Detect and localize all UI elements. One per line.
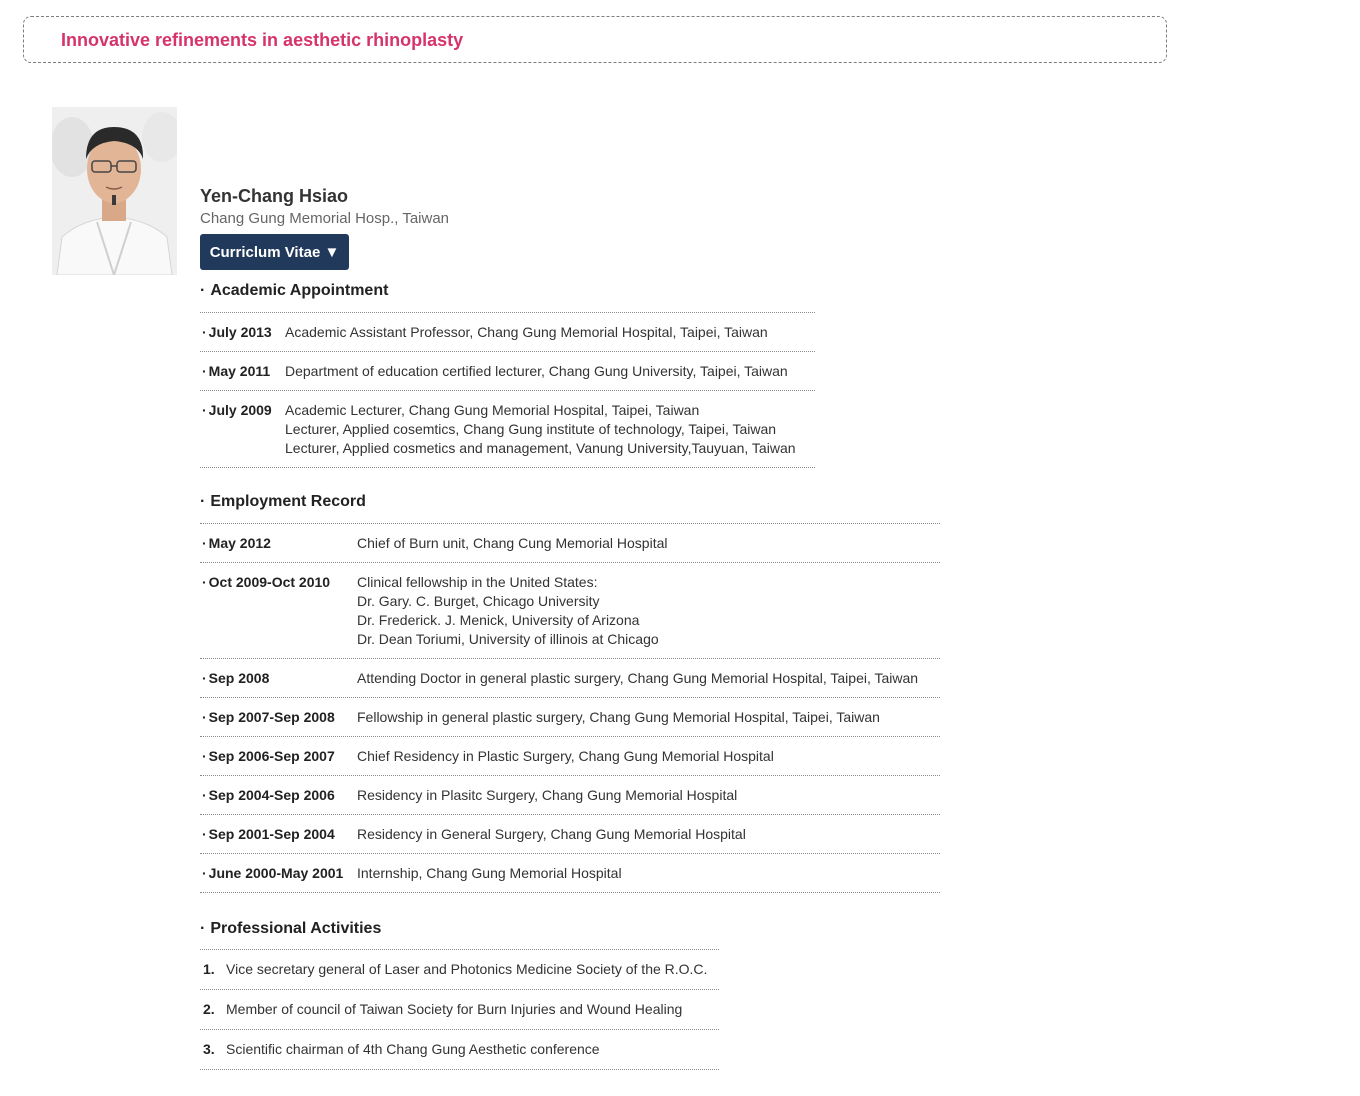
description-line: Department of education certified lecturer, Chang Gung University, Taipei, Taiwan <box>285 363 788 379</box>
description-line: Chief Residency in Plastic Surgery, Chang Gung Memorial Hospital <box>357 748 774 764</box>
bullet: · <box>202 709 207 725</box>
item-text: Scientific chairman of 4th Chang Gung Aesthetic conference <box>226 1041 600 1057</box>
academic-appointment-list <box>200 312 815 468</box>
bullet: · <box>202 865 207 881</box>
item-number: 3. <box>203 1041 215 1057</box>
item-text: Vice secretary general of Laser and Photonics Medicine Society of the R.O.C. <box>226 961 708 977</box>
description-line: Attending Doctor in general plastic surgery, Chang Gung Memorial Hospital, Taipei, Taiwan <box>357 670 919 686</box>
row-description <box>357 825 746 853</box>
item-text: Member of council of Taiwan Society for Burn Injuries and Wound Healing <box>226 1001 683 1017</box>
description-line: Chief of Burn unit, Chang Cung Memorial Hospital <box>357 535 668 551</box>
item-number: 2. <box>203 1001 215 1017</box>
bullet: · <box>202 324 207 340</box>
list-row <box>200 659 940 698</box>
section-professional-activities <box>200 919 381 939</box>
section-title: Employment Record <box>210 493 366 510</box>
row-date-text: July 2013 <box>208 324 272 340</box>
activity-item <box>200 1030 719 1070</box>
row-date <box>200 362 285 390</box>
description-line: Academic Lecturer, Chang Gung Memorial Hospital, Taipei, Taiwan <box>285 402 700 418</box>
row-date-text: Sep 2008 <box>208 670 270 686</box>
row-description <box>357 708 880 736</box>
row-date-text: Sep 2007-Sep 2008 <box>208 709 335 725</box>
description-line: Academic Assistant Professor, Chang Gung Memorial Hospital, Taipei, Taiwan <box>285 324 768 340</box>
description-line: Fellowship in general plastic surgery, Chang Gung Memorial Hospital, Taipei, Taiwan <box>357 709 880 725</box>
item-number: 1. <box>203 961 215 977</box>
bullet: · <box>200 282 206 299</box>
row-date <box>200 708 357 736</box>
row-date <box>200 401 285 467</box>
bullet: · <box>200 493 206 510</box>
row-date <box>200 323 285 351</box>
portrait-photo <box>52 107 177 275</box>
doctor-name: Yen-Chang Hsiao <box>200 186 349 206</box>
row-date-text: June 2000-May 2001 <box>208 865 344 881</box>
row-description <box>357 864 622 892</box>
row-date <box>200 573 357 658</box>
description-line: Dr. Gary. C. Burget, Chicago University <box>357 593 600 609</box>
list-row <box>200 776 940 815</box>
curriculum-vitae-button[interactable]: Curriclum Vitae ▼ <box>200 234 349 270</box>
row-description <box>285 323 768 351</box>
bullet: · <box>202 363 207 379</box>
row-date <box>200 669 357 697</box>
description-line: Residency in General Surgery, Chang Gung Memorial Hospital <box>357 826 746 842</box>
description-line: Residency in Plasitc Surgery, Chang Gung Memorial Hospital <box>357 787 738 803</box>
row-date-text: Sep 2001-Sep 2004 <box>208 826 335 842</box>
bullet: · <box>202 670 207 686</box>
row-date <box>200 747 357 775</box>
doctor-affiliation: Chang Gung Memorial Hosp., Taiwan <box>200 210 450 227</box>
row-date-text: May 2012 <box>208 535 271 551</box>
row-description <box>357 669 918 697</box>
row-description <box>357 573 659 658</box>
row-date <box>200 825 357 853</box>
bullet: · <box>202 535 207 551</box>
row-date-text: Sep 2004-Sep 2006 <box>208 787 335 803</box>
list-row <box>200 854 940 893</box>
row-description <box>357 747 774 775</box>
row-date-text: Sep 2006-Sep 2007 <box>208 748 335 764</box>
row-description <box>357 786 737 814</box>
list-row <box>200 737 940 776</box>
description-line: Clinical fellowship in the United States: <box>357 574 598 590</box>
description-line: Internship, Chang Gung Memorial Hospital <box>357 865 622 881</box>
list-row <box>200 313 815 352</box>
professional-activities-list <box>200 949 719 1070</box>
activity-item <box>200 990 719 1030</box>
bullet: · <box>202 826 207 842</box>
bullet: · <box>202 402 207 418</box>
description-line: Lecturer, Applied cosemtics, Chang Gung institute of technology, Taipei, Taiwan <box>285 421 777 437</box>
row-date <box>200 864 357 892</box>
row-description <box>285 362 788 390</box>
row-date <box>200 534 357 562</box>
section-employment-record <box>200 492 366 512</box>
page-title: Innovative refinements in aesthetic rhinoplasty <box>61 30 464 50</box>
activity-item <box>200 950 719 990</box>
list-row <box>200 698 940 737</box>
description-line: Lecturer, Applied cosmetics and management, Vanung University,Tauyuan, Taiwan <box>285 440 796 456</box>
profile-block <box>200 185 449 230</box>
bullet: · <box>200 920 206 937</box>
list-row <box>200 815 940 854</box>
section-title: Professional Activities <box>210 920 382 937</box>
list-row <box>200 352 815 391</box>
section-academic-appointment <box>200 281 388 301</box>
row-date-text: May 2011 <box>208 363 271 379</box>
title-box <box>23 16 1167 63</box>
row-date-text: Oct 2009-Oct 2010 <box>208 574 331 590</box>
list-row <box>200 391 815 468</box>
description-line: Dr. Dean Toriumi, University of illinois at Chicago <box>357 631 659 647</box>
bullet: · <box>202 748 207 764</box>
row-description <box>285 401 796 467</box>
bullet: · <box>202 574 207 590</box>
list-row <box>200 524 940 563</box>
list-row <box>200 563 940 659</box>
section-title: Academic Appointment <box>210 282 389 299</box>
bullet: · <box>202 787 207 803</box>
employment-record-list <box>200 523 940 893</box>
row-description <box>357 534 668 562</box>
description-line: Dr. Frederick. J. Menick, University of Arizona <box>357 612 640 628</box>
row-date-text: July 2009 <box>208 402 272 418</box>
row-date <box>200 786 357 814</box>
